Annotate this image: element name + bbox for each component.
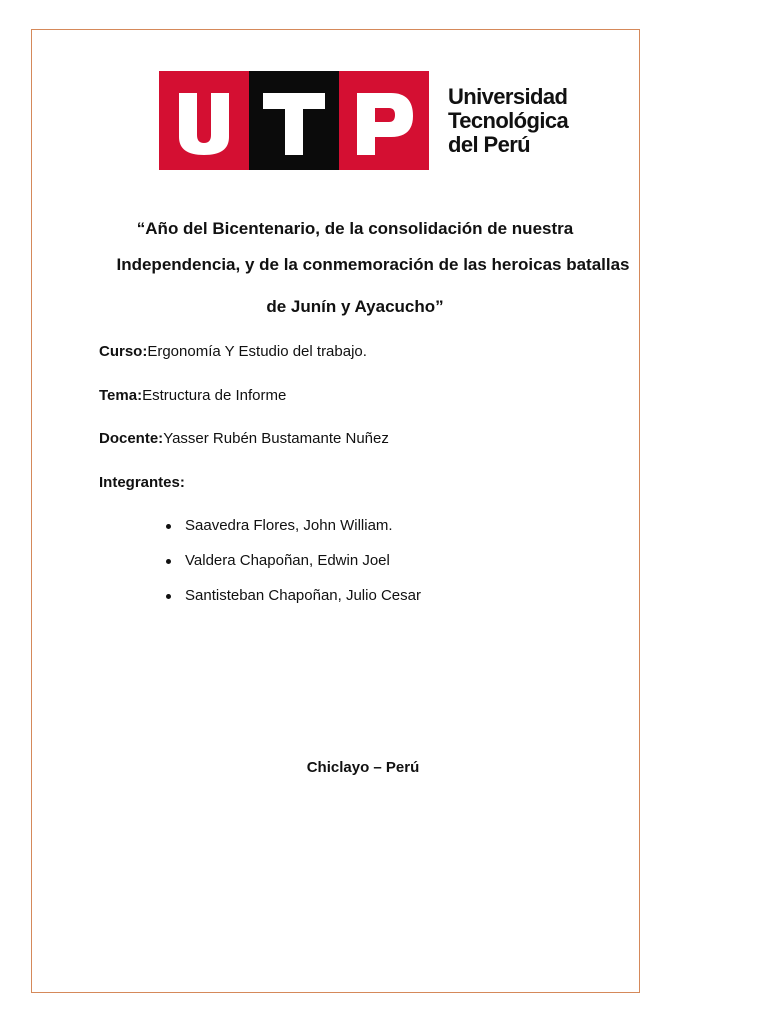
course-value: Ergonomía Y Estudio del trabajo. [147,343,367,360]
bullet-icon [166,524,171,529]
member-name: Saavedra Flores, John William. [185,517,393,534]
list-item [160,516,421,551]
list-item [160,551,421,586]
page-border [31,29,640,993]
course-label: Curso: [99,343,148,360]
teacher-label: Docente: [99,430,164,447]
members-label: Integrantes: [99,474,185,491]
logo-letter-p [339,71,429,170]
bullet-icon [166,559,171,564]
motto-line-2: Independencia, y de la conmemoración de las heroicas batallas [116,255,630,274]
logo-letter-u [159,71,249,170]
university-name-line: del Perú [448,132,531,157]
utp-logo [159,71,579,170]
university-name-line: Tecnológica [448,108,569,133]
course-field [99,343,367,360]
topic-label: Tema: [99,387,143,404]
university-name-line: Universidad [448,84,568,109]
members-field [99,474,185,491]
teacher-field [99,430,389,447]
members-list [160,516,421,621]
list-item [160,586,421,621]
bullet-icon [166,594,171,599]
topic-value: Estructura de Informe [142,387,287,404]
logo-letter-t [249,71,339,170]
city-location: Chiclayo – Perú [306,759,420,776]
member-name: Santisteban Chapoñan, Julio Cesar [185,587,421,604]
member-name: Valdera Chapoñan, Edwin Joel [185,552,390,569]
topic-field [99,387,286,404]
motto-line-3: de Junín y Ayacucho” [266,297,444,316]
motto-line-1: “Año del Bicentenario, de la consolidación de nuestra [136,219,574,238]
university-name [448,85,588,157]
teacher-value: Yasser Rubén Bustamante Nuñez [163,430,389,447]
